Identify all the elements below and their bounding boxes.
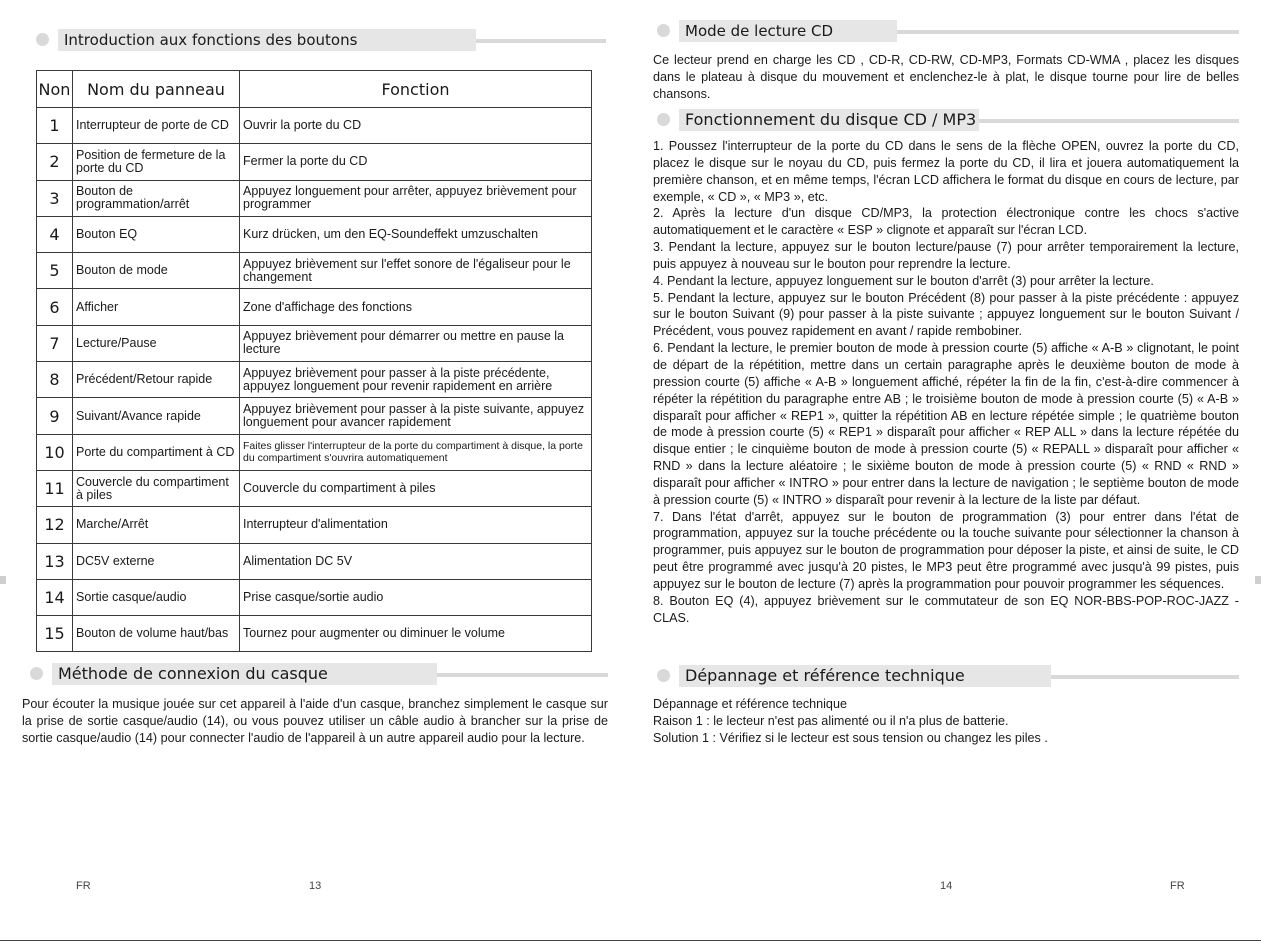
row-number: 10 — [37, 434, 73, 470]
operation-steps — [653, 138, 1239, 626]
table-row — [37, 216, 592, 252]
section-rule — [979, 119, 1239, 123]
row-number: 14 — [37, 579, 73, 615]
section-header-headphone — [30, 663, 608, 685]
table-row — [37, 362, 592, 398]
section-header-operation — [657, 109, 1239, 131]
row-panel-name: Afficher — [73, 289, 240, 325]
page-13 — [0, 0, 630, 946]
row-function: Kurz drücken, um den EQ-Soundeffekt umzuschalten — [240, 216, 592, 252]
section-rule — [437, 673, 608, 677]
row-function: Ouvrir la porte du CD — [240, 108, 592, 144]
row-panel-name: Bouton de mode — [73, 253, 240, 289]
row-number: 5 — [37, 253, 73, 289]
row-function: Alimentation DC 5V — [240, 543, 592, 579]
row-panel-name: Interrupteur de porte de CD — [73, 108, 240, 144]
section-title: Méthode de connexion du casque — [52, 663, 437, 685]
row-number: 13 — [37, 543, 73, 579]
row-function: Couvercle du compartiment à piles — [240, 470, 592, 506]
section-header-buttons — [36, 29, 606, 51]
troubleshoot-line: Solution 1 : Vérifiez si le lecteur est sous tension ou changez les piles . — [653, 730, 1048, 745]
row-number: 1 — [37, 108, 73, 144]
section-title: Mode de lecture CD — [679, 20, 897, 42]
footer-language: FR — [76, 880, 91, 892]
row-function: Faites glisser l'interrupteur de la porte du compartiment à disque, la porte du compartiment s'ouvrira automatiquement — [240, 434, 592, 470]
table-row — [37, 470, 592, 506]
section-rule — [897, 30, 1239, 34]
troubleshoot-line: Dépannage et référence technique — [653, 697, 847, 711]
bullet-dot-icon — [30, 667, 43, 680]
table-row — [37, 253, 592, 289]
table-row — [37, 180, 592, 216]
row-number: 2 — [37, 144, 73, 180]
row-function: Interrupteur d'alimentation — [240, 507, 592, 543]
row-number: 6 — [37, 289, 73, 325]
header-num: Non — [37, 71, 73, 108]
row-panel-name: Suivant/Avance rapide — [73, 398, 240, 434]
section-rule — [476, 39, 606, 43]
table-row — [37, 434, 592, 470]
bullet-dot-icon — [657, 24, 670, 37]
table-row — [37, 325, 592, 361]
header-name: Nom du panneau — [73, 71, 240, 108]
row-number: 9 — [37, 398, 73, 434]
row-function: Appuyez brièvement pour démarrer ou mettre en pause la lecture — [240, 325, 592, 361]
row-function: Appuyez longuement pour arrêter, appuyez brièvement pour programmer — [240, 180, 592, 216]
button-function-table — [36, 70, 592, 652]
bottom-rule — [0, 940, 1261, 941]
operation-step: 6. Pendant la lecture, le premier bouton de mode à pression courte (5) affiche « A-B » clignotant, le point de départ de la répétition, mettre dans un certain paragraphe après le deuxième bouton de mode à pression courte (5) affiche « A-B » longuement affiché, répéter la fin de la fin, c'est-à-dire commencer à répéter la répétition du paragraphe entre AB ; le troisième bouton de mode à pression courte (5) « A-B » disparaît pour afficher « REP1 », quitter la répétition AB en lecture répétée simple ; le quatrième bouton de mode à pression courte (5) « REP1 » disparaît pour afficher « REP ALL » dans la lecture répétée du disque entier ; le cinquième bouton de mode à pression courte (5) « REPALL » disparaît pour afficher « RND » dans la lecture aléatoire ; le sixième bouton de mode à pression courte (5) « RND « RND » disparaît pour afficher « INTRO » pour entrer dans la lecture de navigation ; le septième bouton de mode à pression courte (5) « INTRO » disparaît pour revenir à la lecture de la liste par défaut. — [653, 341, 1239, 507]
operation-step: 8. Bouton EQ (4), appuyez brièvement sur le commutateur de son EQ NOR-BBS-POP-ROC-JAZZ - CLAS. — [653, 593, 1239, 625]
table-row — [37, 543, 592, 579]
row-function: Prise casque/sortie audio — [240, 579, 592, 615]
row-panel-name: Sortie casque/audio — [73, 579, 240, 615]
section-rule — [1051, 675, 1239, 679]
row-function: Appuyez brièvement pour passer à la piste suivante, appuyez longuement pour avancer rapidement — [240, 398, 592, 434]
row-panel-name: Précédent/Retour rapide — [73, 362, 240, 398]
section-title: Fonctionnement du disque CD / MP3 — [679, 109, 979, 131]
row-panel-name: Lecture/Pause — [73, 325, 240, 361]
row-function: Appuyez brièvement sur l'effet sonore de l'égaliseur pour le changement — [240, 253, 592, 289]
row-panel-name: Marche/Arrêt — [73, 507, 240, 543]
table-row — [37, 579, 592, 615]
row-number: 4 — [37, 216, 73, 252]
row-function: Zone d'affichage des fonctions — [240, 289, 592, 325]
row-panel-name: Porte du compartiment à CD — [73, 434, 240, 470]
row-number: 7 — [37, 325, 73, 361]
row-number: 8 — [37, 362, 73, 398]
page-14 — [630, 0, 1261, 946]
row-function: Fermer la porte du CD — [240, 144, 592, 180]
row-number: 12 — [37, 507, 73, 543]
table-row — [37, 398, 592, 434]
bullet-dot-icon — [36, 33, 49, 46]
section-title: Dépannage et référence technique — [679, 665, 1051, 687]
row-panel-name: Position de fermeture de la porte du CD — [73, 144, 240, 180]
operation-step: 2. Après la lecture d'un disque CD/MP3, la protection électronique contre les chocs s'active automatiquement et le caractère « ESP » clignote et apparaît sur l'écran LCD. — [653, 206, 1239, 238]
section-header-mode — [657, 20, 1239, 42]
mode-paragraph: Ce lecteur prend en charge les CD , CD-R, CD-RW, CD-MP3, Formats CD-WMA , placez les disques dans le plateau à disque du mouvement et enclenchez-le à plat, le disque tourne pour lire de belles chansons. — [653, 53, 1239, 101]
row-panel-name: DC5V externe — [73, 543, 240, 579]
headphone-paragraph: Pour écouter la musique jouée sur cet appareil à l'aide d'un casque, branchez simplement le casque sur la prise de sortie casque/audio (14), ou vous pouvez utiliser un câble audio à brancher sur la prise de sortie casque/audio (14) pour connecter l'audio de l'appareil à un autre appareil audio pour la lecture. — [22, 697, 608, 745]
header-function: Fonction — [240, 71, 592, 108]
row-panel-name: Bouton de programmation/arrêt — [73, 180, 240, 216]
row-number: 3 — [37, 180, 73, 216]
edge-mark — [1255, 576, 1261, 584]
page-number: 13 — [309, 880, 322, 892]
table-row — [37, 108, 592, 144]
operation-step: 1. Poussez l'interrupteur de la porte du CD dans le sens de la flèche OPEN, ouvrez la porte du CD, placez le disque sur le noyau du CD, puis fermez la porte du CD, il lira et jouera automatiquement la première chanson, et en même temps, l'écran LCD affichera le format du disque en cours de lecture, par exemple, « CD », « MP3 », etc. — [653, 139, 1239, 204]
section-header-troubleshoot — [657, 665, 1239, 687]
row-function: Tournez pour augmenter ou diminuer le volume — [240, 616, 592, 652]
row-panel-name: Bouton de volume haut/bas — [73, 616, 240, 652]
table-row — [37, 507, 592, 543]
page-number: 14 — [940, 880, 953, 892]
row-number: 11 — [37, 470, 73, 506]
operation-step: 5. Pendant la lecture, appuyez sur le bouton Précédent (8) pour passer à la piste précédente : appuyez sur le bouton Suivant (9) pour passer à la piste suivante ; appuyez longuement sur le bouton Suivant / Précédent, vous pouvez rapidement en avant / rapide rembobiner. — [653, 290, 1239, 339]
bullet-dot-icon — [657, 113, 670, 126]
footer-language: FR — [1170, 880, 1185, 892]
bullet-dot-icon — [657, 669, 670, 682]
table-row — [37, 289, 592, 325]
row-panel-name: Couvercle du compartiment à piles — [73, 470, 240, 506]
table-row — [37, 144, 592, 180]
row-function: Appuyez brièvement pour passer à la piste précédente, appuyez longuement pour revenir rapidement en arrière — [240, 362, 592, 398]
operation-step: 3. Pendant la lecture, appuyez sur le bouton lecture/pause (7) pour arrêter temporairement la lecture, puis appuyez à nouveau sur le bouton pour reprendre la lecture. — [653, 240, 1239, 271]
edge-mark — [0, 576, 6, 584]
operation-step: 4. Pendant la lecture, appuyez longuement sur le bouton d'arrêt (3) pour arrêter la lecture. — [653, 273, 1154, 288]
section-title: Introduction aux fonctions des boutons — [58, 29, 476, 51]
row-number: 15 — [37, 616, 73, 652]
table-header-row — [37, 71, 592, 108]
operation-step: 7. Dans l'état d'arrêt, appuyez sur le bouton de programmation (3) pour entrer dans l'état de programmation, appuyez sur la touche précédente ou la touche suivante pour sélectionner la chanson à programmer, puis appuyez sur le bouton de programmation pour déposer la piste, et ainsi de suite, le CD peut être programmé avec jusqu'à 20 pistes, le MP3 peut être programmé avec jusqu'à 99 pistes, puis appuyez sur le bouton de lecture (7) après la programmation pour pouvoir programmer les séquences. — [653, 509, 1239, 591]
table-row — [37, 616, 592, 652]
troubleshoot-block — [653, 696, 1239, 747]
row-panel-name: Bouton EQ — [73, 216, 240, 252]
troubleshoot-line: Raison 1 : le lecteur n'est pas alimenté ou il n'a plus de batterie. — [653, 713, 1009, 728]
